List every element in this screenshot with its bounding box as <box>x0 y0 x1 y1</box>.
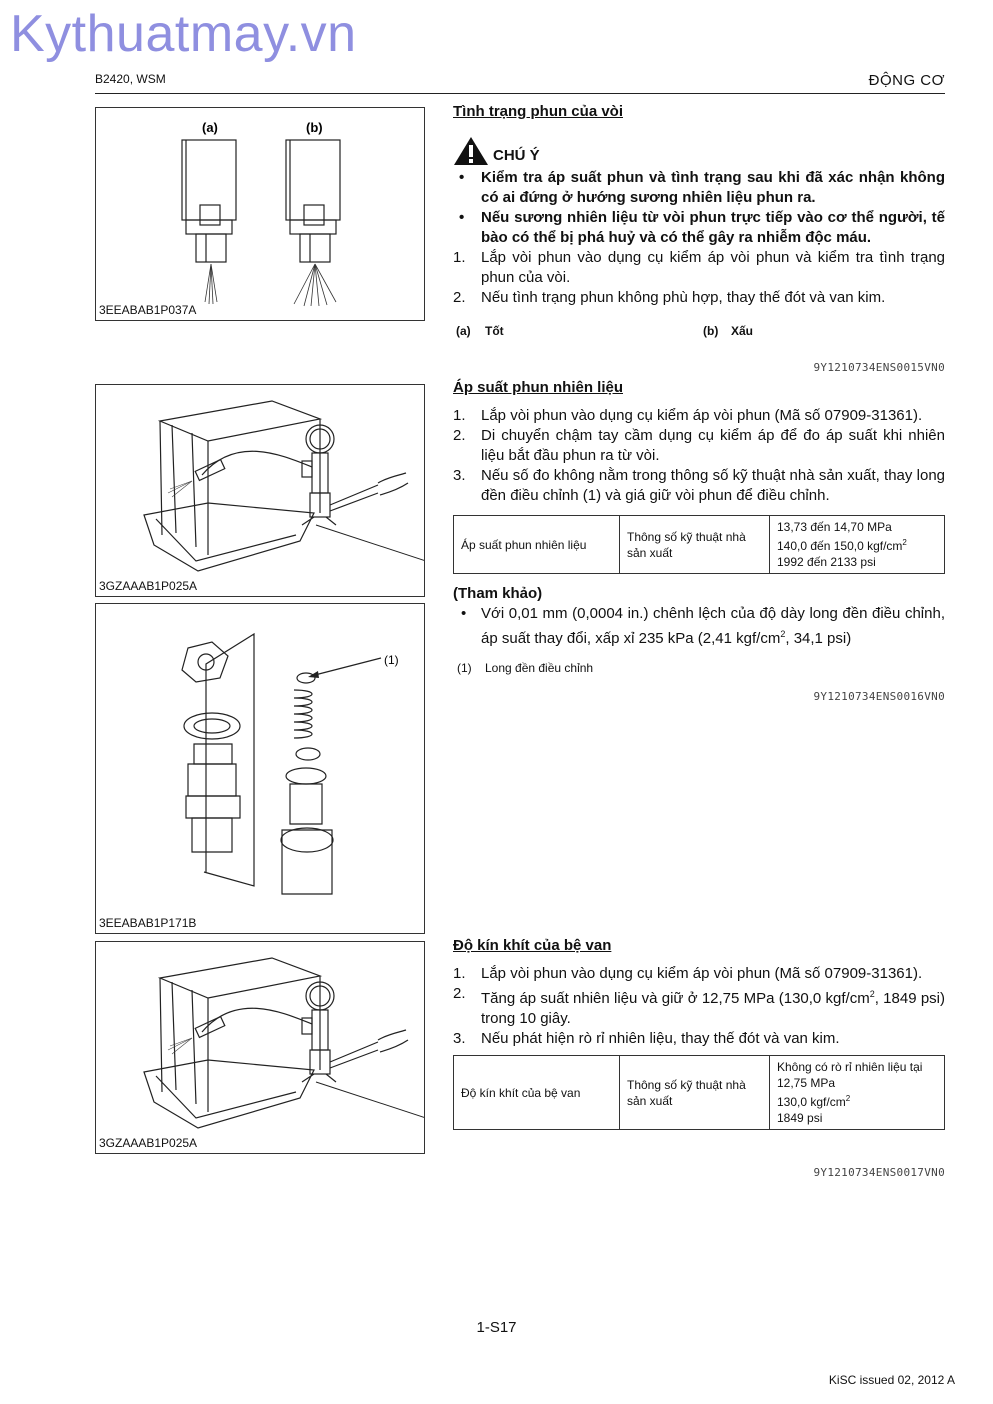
step-item: 1. Lắp vòi phun vào dụng cụ kiểm áp vòi phun (Mã số 07909-31361). <box>453 407 923 424</box>
section-title: Tình trạng phun của vòi <box>453 103 623 120</box>
step-list <box>453 964 945 1049</box>
doc-code: 9Y1210734ENS0016VN0 <box>813 690 945 703</box>
header-model: B2420, WSM <box>95 72 166 86</box>
doc-code: 9Y1210734ENS0015VN0 <box>813 361 945 374</box>
spec-values: Không có rò rỉ nhiên liệu tại 12,75 MPa 130,0 kgf/$cm^2$ 1849 psi <box>770 1056 945 1130</box>
nozzle-tester-illustration <box>96 385 425 597</box>
step-item: 3. Nếu số đo không nằm trong thông số kỹ thuật nhà sản xuất, thay long đền điều chỉnh (1) và giá giữ vòi phun để điều chỉnh. <box>453 467 945 504</box>
figure-nozzle-exploded <box>95 603 425 934</box>
figure-legend: (1) Long đền điều chỉnh <box>453 658 945 674</box>
caution-label: CHÚ Ý <box>493 147 540 164</box>
figure-legend: (a) Tốt (b) Xấu <box>453 321 945 337</box>
caution-list <box>453 168 945 248</box>
step-list <box>453 406 945 506</box>
header-rule <box>95 93 945 94</box>
page-number: 1-S17 <box>476 1319 517 1336</box>
nozzle-tester-illustration <box>96 942 425 1154</box>
step-list <box>453 248 945 308</box>
section-valve-seat-tightness <box>453 936 945 1130</box>
section-spray-condition <box>453 102 945 337</box>
caution-item: • Nếu sương nhiên liệu từ vòi phun trực tiếp vào cơ thể người, tế bào có thể bị phá huỷ và có thể gây ra nhiễm độc máu. <box>453 208 945 248</box>
callout-1: (1) <box>384 653 399 667</box>
spec-label: Thông số kỹ thuật nhà sản xuất <box>620 1056 770 1130</box>
legend-bad: Xấu <box>731 324 754 338</box>
spray-pattern-illustration <box>96 108 425 321</box>
figure-caption: 3EEABAB1P037A <box>99 303 197 317</box>
step-item: 1. Lắp vòi phun vào dụng cụ kiểm áp vòi phun và kiểm tra tình trạng phun của vòi. <box>453 249 945 286</box>
reference-item: • Với 0,01 mm (0,0004 in.) chênh lệch của độ dày long đền điều chỉnh, áp suất thay đổi, xấp xỉ 235 kPa (2,41 kgf/$cm^2$, 34,1 psi) <box>453 604 945 649</box>
figure-caption: 3GZAAAB1P025A <box>99 579 198 593</box>
reference-title: (Tham khảo) <box>453 585 543 602</box>
legend-good: Tốt <box>485 324 504 338</box>
header-chapter: ĐỘNG CƠ <box>868 72 945 89</box>
section-title: Độ kín khít của bệ van <box>453 937 612 954</box>
step-item: 2. Nếu tình trạng phun không phù hợp, thay thế đót và van kim. <box>453 289 886 306</box>
footer-issue: KiSC issued 02, 2012 A <box>828 1373 955 1387</box>
legend-adjusting-washer: Long đền điều chỉnh <box>485 661 594 675</box>
caution-item: • Kiểm tra áp suất phun và tình trạng sau khi đã xác nhận không có ai đứng ở hướng sương nhiên liệu phun ra. <box>453 168 945 208</box>
spec-item: Độ kín khít của bệ van <box>454 1056 620 1130</box>
figure-nozzle-tester <box>95 384 425 597</box>
spec-values: 13,73 đến 14,70 MPa 140,0 đến 150,0 kgf/$cm^2$ 1992 đến 2133 psi <box>770 516 945 574</box>
spec-table <box>453 1055 945 1130</box>
step-item: 3. Nếu phát hiện rò rỉ nhiên liệu, thay thế đót và van kim. <box>453 1030 840 1047</box>
step-item: 1. Lắp vòi phun vào dụng cụ kiểm áp vòi phun (Mã số 07909-31361). <box>453 965 923 982</box>
spec-table <box>453 515 945 574</box>
figure-caption: 3GZAAAB1P025A <box>99 1136 198 1150</box>
section-title: Áp suất phun nhiên liệu <box>453 379 623 396</box>
figure-caption: 3EEABAB1P171B <box>99 916 197 930</box>
figure-nozzle-tester-2 <box>95 941 425 1154</box>
nozzle-exploded-illustration <box>96 604 425 934</box>
watermark: Kythuatmay.vn <box>10 5 357 63</box>
section-injection-pressure <box>453 378 945 674</box>
caution-heading <box>453 136 945 166</box>
figure-spray-pattern <box>95 107 425 321</box>
spec-label: Thông số kỹ thuật nhà sản xuất <box>620 516 770 574</box>
reference-list <box>453 604 945 649</box>
label-a: (a) <box>202 120 218 135</box>
step-item: 2. Di chuyển chậm tay cầm dụng cụ kiểm áp để đo áp suất khi nhiên liệu bắt đầu phun ra từ vòi. <box>453 427 945 464</box>
label-b: (b) <box>306 120 323 135</box>
spec-item: Áp suất phun nhiên liệu <box>454 516 620 574</box>
step-item: 2. Tăng áp suất nhiên liệu và giữ ở 12,75 MPa (130,0 kgf/$cm^2$, 1849 psi) trong 10 giây. <box>453 985 945 1027</box>
warning-icon <box>453 136 489 166</box>
doc-code: 9Y1210734ENS0017VN0 <box>813 1166 945 1179</box>
